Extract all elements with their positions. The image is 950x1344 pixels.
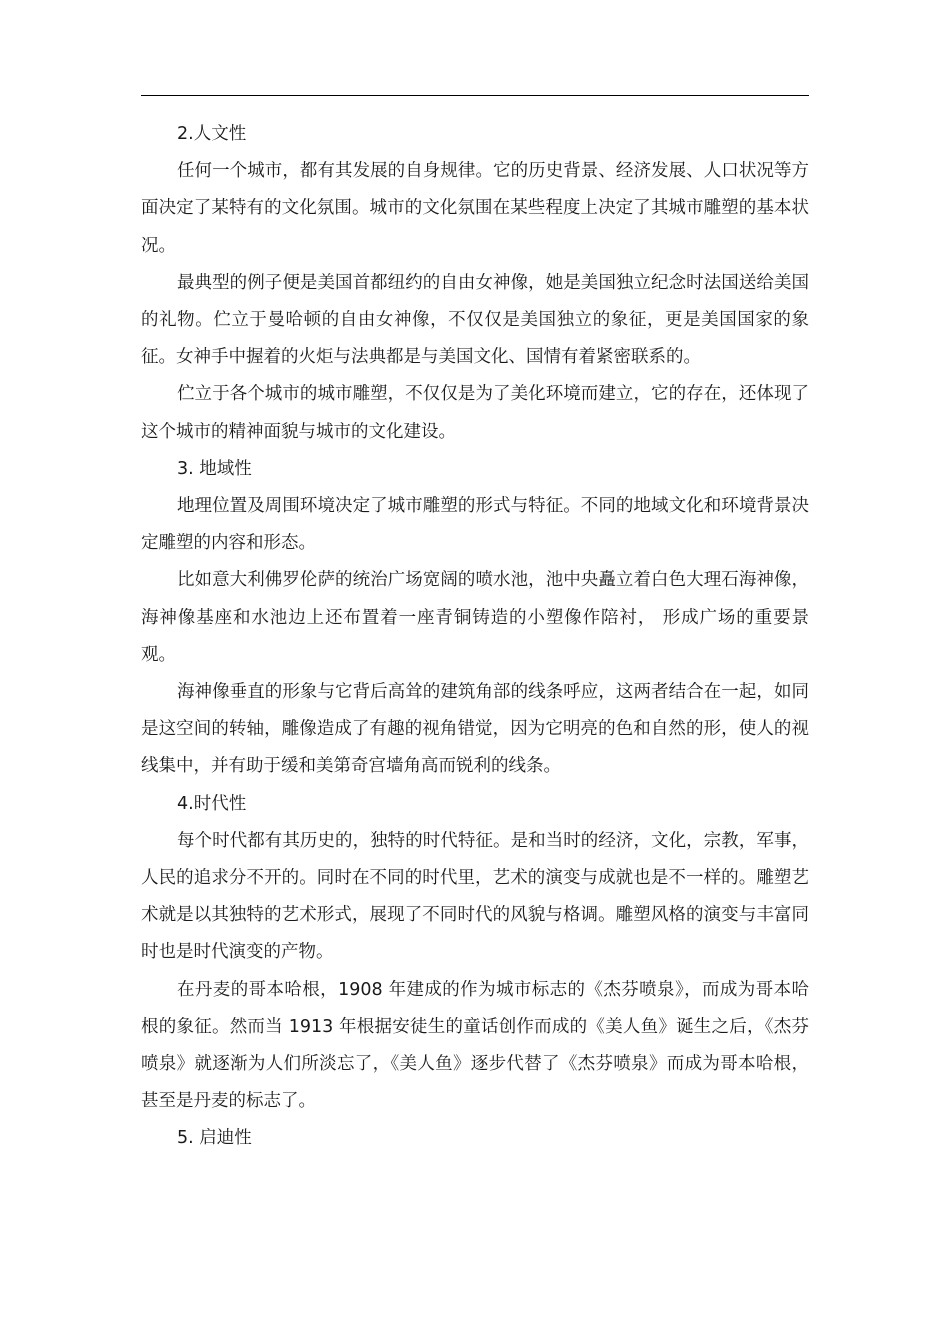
paragraph: 在丹麦的哥本哈根，1908 年建成的作为城市标志的《杰芬喷泉》，而成为哥本哈根的象征。然而当 1913 年根据安徒生的童话创作而成的《美人鱼》诞生之后，《杰芬喷泉》就逐渐为人们所淡忘了，《美人鱼》逐步代替了《杰芬喷泉》而成为哥本哈根，甚至是丹麦的标志了。 (141, 979, 809, 1112)
paragraph: 伫立于各个城市的城市雕塑，不仅仅是为了美化环境而建立，它的存在，还体现了这个城市的精神面貌与城市的文化建设。 (141, 384, 809, 442)
section-heading-enlightening: 5. 启迪性 (177, 1128, 252, 1149)
header-rule (141, 95, 809, 96)
paragraph: 最典型的例子便是美国首都纽约的自由女神像，她是美国独立纪念时法国送给美国的礼物。伫立于曼哈顿的自由女神像，不仅仅是美国独立的象征，更是美国国家的象征。女神手中握着的火炬与法典都是与美国文化、国情有着紧密联系的。 (141, 272, 809, 368)
paragraph: 每个时代都有其历史的，独特的时代特征。是和当时的经济，文化，宗教，军事，人民的追求分不开的。同时在不同的时代里，艺术的演变与成就也是不一样的。雕塑艺术就是以其独特的艺术形式，展现了不同时代的风貌与格调。雕塑风格的演变与丰富同时也是时代演变的产物。 (141, 830, 809, 963)
document-body (141, 116, 809, 1158)
section-heading-regional: 3. 地域性 (177, 458, 252, 479)
paragraph: 海神像垂直的形象与它背后高耸的建筑角部的线条呼应，这两者结合在一起，如同是这空间的转轴，雕像造成了有趣的视角错觉，因为它明亮的色和自然的形，使人的视线集中，并有助于缓和美第奇宫墙角高而锐利的线条。 (141, 682, 809, 777)
paragraph: 任何一个城市，都有其发展的自身规律。它的历史背景、经济发展、人口状况等方面决定了某特有的文化氛围。城市的文化氛围在某些程度上决定了其城市雕塑的基本状况。 (141, 161, 809, 256)
paragraph: 地理位置及周围环境决定了城市雕塑的形式与特征。不同的地域文化和环境背景决定雕塑的内容和形态。 (141, 496, 809, 554)
section-heading-humanistic: 2.人文性 (177, 124, 247, 144)
paragraph: 比如意大利佛罗伦萨的统治广场宽阔的喷水池，池中央矗立着白色大理石海神像，海神像基座和水池边上还布置着一座青铜铸造的小塑像作陪衬， 形成广场的重要景观。 (141, 570, 809, 665)
section-heading-era: 4.时代性 (177, 793, 247, 814)
